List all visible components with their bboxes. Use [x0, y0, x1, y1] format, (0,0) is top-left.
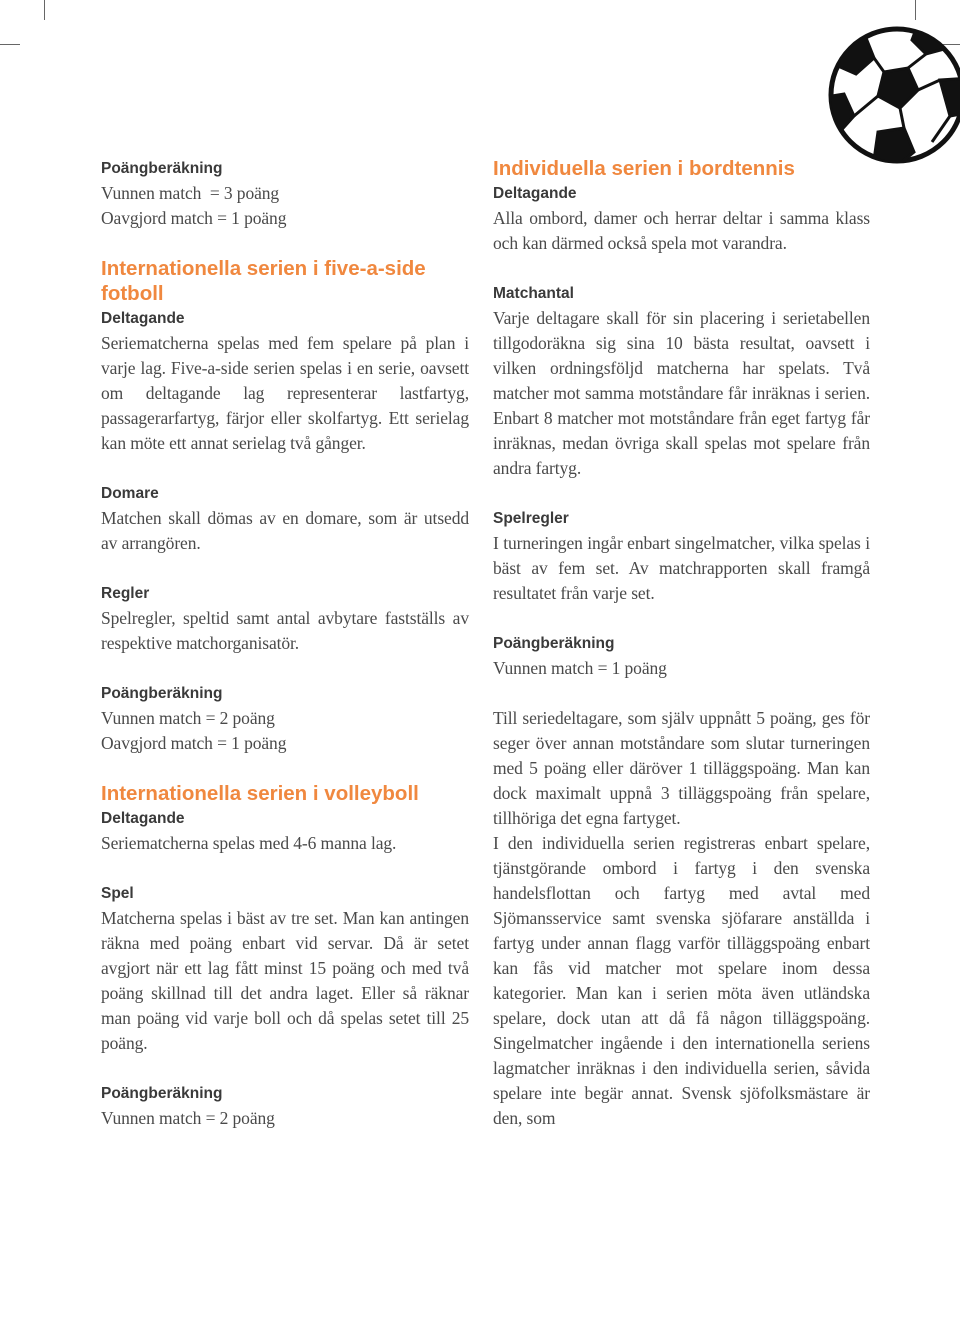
participation-heading: Deltagande: [493, 185, 577, 202]
rules-text: Spelregler, speltid samt antal avbytare fastställs av respektive matchorganisatör.: [101, 608, 469, 653]
registration-text: I den individuella serien registreras enbart spelare, tjänstgörande ombord i fartyg i den svenska handelsflottan och fartyg med avtal med Sjömansservice samt svenska sjöfarare anställda i fartyg under annan flagg varför tilläggspoäng enbart kan fås vid matcher mot spelare inom dessa kategorier. Man kan i serien möta även utländska spelare, dock utan att då få någon tilläggspoäng. Singelmatcher ingående i den internationella seriens lagmatcher inräknas i den individuella serien, såvida spelare inte begär annat. Svensk sjöfolksmästare är den, som: [493, 833, 870, 1128]
rules-text: I turneringen ingår enbart singelmatcher, vilka spelas i bäst av fem set. Av matchrapporten skall framgå resultatet från varje set.: [493, 533, 870, 603]
rules-heading: Spelregler: [493, 510, 569, 527]
scoring-line: Vunnen match = 2 poäng: [101, 708, 275, 728]
right-column: [493, 156, 870, 1131]
scoring-line: Vunnen match = 1 poäng: [493, 658, 667, 678]
scoring-line: Vunnen match = 2 poäng: [101, 1108, 275, 1128]
section-title-tabletennis: Individuella serien i bordtennis: [493, 157, 795, 180]
scoring-heading: Poängberäkning: [101, 1085, 223, 1102]
matches-text: Varje deltagare skall för sin placering i serietabellen tillgodoräkna sig sina 10 bästa resultat, oavsett i vilken ordningsföljd matcherna har spelats. Två matcher mot samma motståndare får inräknas i serien. Enbart 8 matcher mot motståndare från eget fartyg får inräknas, medan övriga skall spelas mot spelare från andra fartyg.: [493, 308, 870, 478]
referee-text: Matchen skall dömas av en domare, som är utsedd av arrangören.: [101, 508, 469, 553]
play-heading: Spel: [101, 885, 134, 902]
scoring-heading: Poängberäkning: [493, 635, 615, 652]
section-title-volleyball: Internationella serien i volleyboll: [101, 782, 419, 805]
scoring-heading: Poängberäkning: [101, 685, 223, 702]
football-icon: [822, 20, 960, 170]
matches-heading: Matchantal: [493, 285, 574, 302]
scoring-heading: Poängberäkning: [101, 160, 223, 177]
section-title-football: Internationella serien i five-a-side fotboll: [101, 257, 426, 305]
crop-mark: [0, 44, 20, 45]
play-text: Matcherna spelas i bäst av tre set. Man kan antingen räkna med poäng enbart vid servar. Då är setet avgjort när ett lag fått minst 15 poäng och med två poäng skillnad till det andra laget. Eller så räknar man poäng vid varje boll och då spelas setet till 25 poäng.: [101, 908, 469, 1053]
referee-heading: Domare: [101, 485, 159, 502]
scoring-line: Oavgjord match = 1 poäng: [101, 733, 287, 753]
crop-mark: [915, 0, 916, 20]
left-column: [101, 156, 469, 1131]
participation-text: Alla ombord, damer och herrar deltar i samma klass och kan därmed också spela mot varandra.: [493, 208, 870, 253]
participation-heading: Deltagande: [101, 310, 185, 327]
scoring-line: Vunnen match = 3 poäng: [101, 183, 280, 203]
rules-heading: Regler: [101, 585, 150, 602]
participation-text: Seriematcherna spelas med fem spelare på plan i varje lag. Five-a-side serien spelas i en serie, oavsett om deltagande lag representerar lastfartyg, passagerarfartyg, färjor eller skolfartyg. Ett serielag kan möte ett annat serielag två gånger.: [101, 333, 469, 453]
crop-mark: [44, 0, 45, 20]
scoring-line: Oavgjord match = 1 poäng: [101, 208, 287, 228]
bonus-text: Till seriedeltagare, som själv uppnått 5 poäng, ges för seger över annan motståndare som slutar turneringen med 5 poäng eller däröver 1 tilläggspoäng. Man kan dock maximalt uppnå 3 tilläggspoäng från spelare, tillhöriga det egna fartyget.: [493, 708, 870, 828]
participation-heading: Deltagande: [101, 810, 185, 827]
participation-text: Seriematcherna spelas med 4-6 manna lag.: [101, 833, 397, 853]
